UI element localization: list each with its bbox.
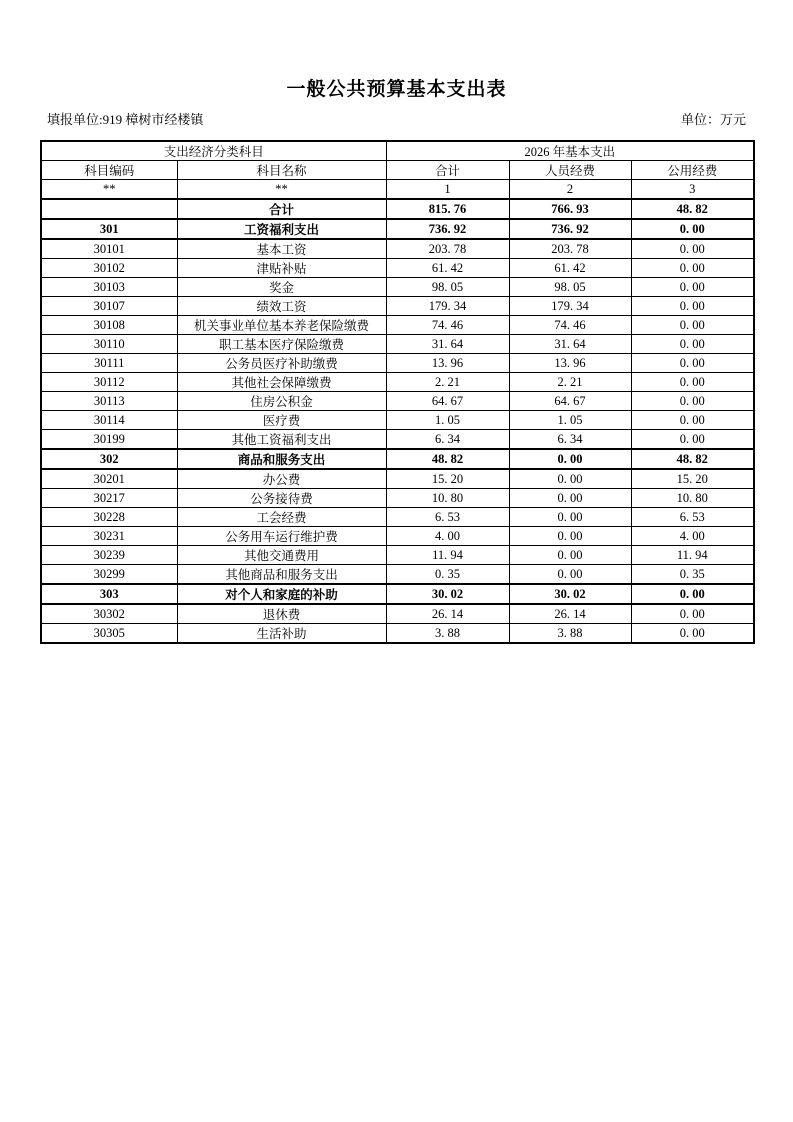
cell-name: 工资福利支出 [177,219,386,239]
cell-personnel: 30. 02 [509,584,631,604]
cell-total: 6. 53 [386,508,509,527]
table-row [41,527,754,546]
cell-total: 736. 92 [386,219,509,239]
index-cell: ** [177,180,386,200]
cell-code: 301 [41,219,177,239]
cell-public: 0. 00 [631,624,754,644]
cell-name: 其他交通费用 [177,546,386,565]
cell-total: 64. 67 [386,392,509,411]
table-row [41,430,754,450]
cell-total: 11. 94 [386,546,509,565]
table-row [41,199,754,219]
cell-total: 0. 35 [386,565,509,585]
cell-public: 0. 00 [631,354,754,373]
cell-code: 30101 [41,239,177,259]
table-row [41,239,754,259]
cell-personnel: 179. 34 [509,297,631,316]
cell-code: 30112 [41,373,177,392]
index-cell: 2 [509,180,631,200]
cell-public: 4. 00 [631,527,754,546]
header-columns-row [41,161,754,180]
table-row [41,565,754,585]
cell-code: 30228 [41,508,177,527]
table-row [41,392,754,411]
cell-code: 30114 [41,411,177,430]
cell-personnel: 61. 42 [509,259,631,278]
cell-name: 公务接待费 [177,489,386,508]
table-row [41,508,754,527]
cell-personnel: 13. 96 [509,354,631,373]
table-header [41,141,754,199]
cell-code: 30305 [41,624,177,644]
cell-public: 0. 00 [631,278,754,297]
table-row [41,373,754,392]
cell-total: 3. 88 [386,624,509,644]
cell-code: 30201 [41,469,177,489]
cell-name: 办公费 [177,469,386,489]
cell-name: 工会经费 [177,508,386,527]
cell-total: 6. 34 [386,430,509,450]
table-row [41,489,754,508]
cell-name: 基本工资 [177,239,386,259]
cell-name: 其他商品和服务支出 [177,565,386,585]
table-row [41,604,754,624]
cell-public: 11. 94 [631,546,754,565]
index-cell: 3 [631,180,754,200]
cell-personnel: 2. 21 [509,373,631,392]
cell-name: 合计 [177,199,386,219]
cell-total: 15. 20 [386,469,509,489]
table-row [41,219,754,239]
budget-table [40,140,755,644]
table-row [41,259,754,278]
cell-code: 30113 [41,392,177,411]
table-row [41,297,754,316]
cell-personnel: 0. 00 [509,527,631,546]
table-row [41,354,754,373]
column-header-personnel: 人员经费 [509,161,631,180]
cell-total: 815. 76 [386,199,509,219]
cell-name: 商品和服务支出 [177,449,386,469]
table-row [41,624,754,644]
header-group-row [41,141,754,161]
cell-name: 其他社会保障缴费 [177,373,386,392]
cell-name: 职工基本医疗保险缴费 [177,335,386,354]
cell-personnel: 0. 00 [509,546,631,565]
cell-total: 203. 78 [386,239,509,259]
column-header-code: 科目编码 [41,161,177,180]
header-group-classification: 支出经济分类科目 [41,141,386,161]
header-index-row [41,180,754,200]
cell-public: 10. 80 [631,489,754,508]
cell-personnel: 0. 00 [509,469,631,489]
cell-public: 0. 00 [631,316,754,335]
cell-code: 30231 [41,527,177,546]
table-row [41,449,754,469]
cell-personnel: 3. 88 [509,624,631,644]
cell-code: 302 [41,449,177,469]
cell-name: 其他工资福利支出 [177,430,386,450]
index-cell: 1 [386,180,509,200]
table-row [41,316,754,335]
cell-public: 0. 00 [631,259,754,278]
page-title: 一般公共预算基本支出表 [286,79,507,100]
cell-total: 1. 05 [386,411,509,430]
meta-row [47,109,746,128]
header-group-year-expenditure: 2026 年基本支出 [386,141,754,161]
cell-total: 31. 64 [386,335,509,354]
cell-name: 公务用车运行维护费 [177,527,386,546]
cell-total: 74. 46 [386,316,509,335]
cell-code: 30111 [41,354,177,373]
cell-code: 30108 [41,316,177,335]
cell-code: 30302 [41,604,177,624]
cell-personnel: 26. 14 [509,604,631,624]
cell-name: 奖金 [177,278,386,297]
cell-personnel: 64. 67 [509,392,631,411]
table-row [41,584,754,604]
cell-public: 0. 00 [631,239,754,259]
cell-public: 0. 00 [631,297,754,316]
column-header-total: 合计 [386,161,509,180]
cell-total: 98. 05 [386,278,509,297]
cell-total: 4. 00 [386,527,509,546]
cell-public: 48. 82 [631,199,754,219]
cell-personnel: 31. 64 [509,335,631,354]
cell-public: 0. 00 [631,584,754,604]
cell-code: 30299 [41,565,177,585]
cell-personnel: 766. 93 [509,199,631,219]
cell-public: 0. 00 [631,335,754,354]
table-row [41,546,754,565]
column-header-public: 公用经费 [631,161,754,180]
cell-personnel: 1. 05 [509,411,631,430]
unit-label: 单位：万元 [680,112,746,127]
cell-code: 30199 [41,430,177,450]
cell-name: 医疗费 [177,411,386,430]
index-cell: ** [41,180,177,200]
cell-code: 30110 [41,335,177,354]
cell-personnel: 736. 92 [509,219,631,239]
cell-public: 15. 20 [631,469,754,489]
table-row [41,335,754,354]
cell-code: 30107 [41,297,177,316]
cell-name: 公务员医疗补助缴费 [177,354,386,373]
cell-public: 0. 00 [631,219,754,239]
cell-public: 0. 00 [631,373,754,392]
cell-personnel: 74. 46 [509,316,631,335]
cell-code: 30102 [41,259,177,278]
cell-name: 津贴补贴 [177,259,386,278]
cell-name: 住房公积金 [177,392,386,411]
cell-total: 61. 42 [386,259,509,278]
cell-code: 303 [41,584,177,604]
cell-total: 179. 34 [386,297,509,316]
cell-personnel: 0. 00 [509,508,631,527]
cell-personnel: 0. 00 [509,565,631,585]
cell-code: 30103 [41,278,177,297]
cell-personnel: 203. 78 [509,239,631,259]
cell-public: 0. 00 [631,430,754,450]
cell-total: 30. 02 [386,584,509,604]
cell-total: 48. 82 [386,449,509,469]
cell-code: 30239 [41,546,177,565]
cell-total: 13. 96 [386,354,509,373]
cell-public: 48. 82 [631,449,754,469]
cell-name: 机关事业单位基本养老保险缴费 [177,316,386,335]
cell-personnel: 98. 05 [509,278,631,297]
cell-public: 0. 00 [631,411,754,430]
table-row [41,469,754,489]
cell-personnel: 0. 00 [509,449,631,469]
column-header-name: 科目名称 [177,161,386,180]
cell-total: 26. 14 [386,604,509,624]
cell-public: 6. 53 [631,508,754,527]
cell-public: 0. 00 [631,392,754,411]
reporting-unit-label: 填报单位:919 樟树市经楼镇 [47,112,204,127]
cell-code [41,199,177,219]
cell-name: 绩效工资 [177,297,386,316]
table-row [41,278,754,297]
cell-personnel: 6. 34 [509,430,631,450]
cell-total: 10. 80 [386,489,509,508]
table-body [41,199,754,643]
table-row [41,411,754,430]
cell-name: 对个人和家庭的补助 [177,584,386,604]
cell-code: 30217 [41,489,177,508]
cell-public: 0. 00 [631,604,754,624]
cell-name: 生活补助 [177,624,386,644]
cell-total: 2. 21 [386,373,509,392]
cell-personnel: 0. 00 [509,489,631,508]
cell-name: 退休费 [177,604,386,624]
cell-public: 0. 35 [631,565,754,585]
